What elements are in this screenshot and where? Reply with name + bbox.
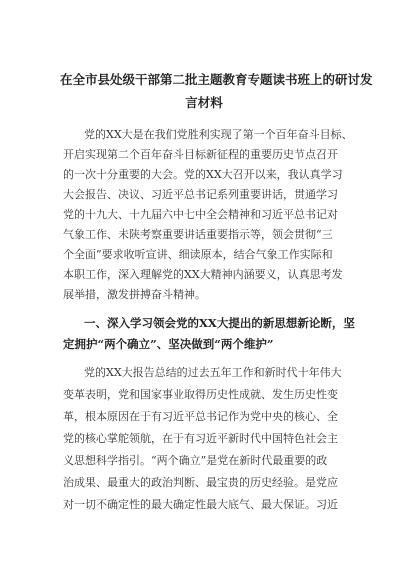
paragraph-2-line-3: 革，根本原因在于有习近平总书记作为党中央的核心、全	[63, 410, 338, 423]
section-1-heading-line-1: 一、深入学习领会党的XX大提出的新思想新论断，坚	[84, 316, 355, 330]
paragraph-2-line-5: 义思想科学指引。“两个确立”是党在新时代最重要的政	[63, 454, 328, 467]
paragraph-1-line-8: 本职工作，深入理解党的XX大精神内涵要义，认真思考发	[63, 268, 343, 281]
paragraph-1-line-9: 展举措，激发拼搏奋斗精神。	[63, 288, 206, 301]
paragraph-1-line-3: 的一次十分重要的大会。党的XX大召开以来，我认真学习	[63, 168, 343, 181]
paragraph-1-line-1: 党的XX大是在我们党胜利实现了第一个百年奋斗目标、	[84, 128, 353, 141]
section-1-heading-line-2: 定拥护“两个确立”、坚决做到“两个维护”	[63, 337, 274, 351]
paragraph-2-line-7: 对一切不确定性的最大确定性最大底气、最大保证。习近	[63, 498, 338, 511]
paragraph-1-line-6: 气象工作、未陕考察重要讲话重要指示等，领会贯彻“三	[63, 228, 333, 241]
paragraph-2-line-4: 党的核心掌舵领航，在于有习近平新时代中国特色社会主	[63, 432, 338, 445]
paragraph-1-line-7: 个全面”要求收听宣讲、细读原本，结合气象工作实际和	[63, 248, 333, 261]
document-title-line-1: 在全市县处级干部第二批主题教育专题读书班上的研讨发	[60, 72, 373, 87]
paragraph-1-line-2: 开启实现第二个百年奋斗目标新征程的重要历史节点召开	[63, 148, 338, 161]
paragraph-2-line-6: 治成果、最重大的政治判断、最宝贵的历史经验。是党应	[63, 476, 338, 489]
document-title-line-2: 言材料	[185, 95, 223, 110]
paragraph-1-line-4: 大会报告、决议、习近平总书记系列重要讲话，贯通学习	[63, 188, 338, 201]
paragraph-2-line-2: 变革表明，党和国家事业取得历史性成就、发生历史性变	[63, 388, 338, 401]
paragraph-1-line-5: 党的十九大、十九届六中七中全会精神和习近平总书记对	[63, 208, 338, 221]
paragraph-2-line-1: 党的XX大报告总结的过去五年工作和新时代十年伟大	[84, 366, 342, 379]
